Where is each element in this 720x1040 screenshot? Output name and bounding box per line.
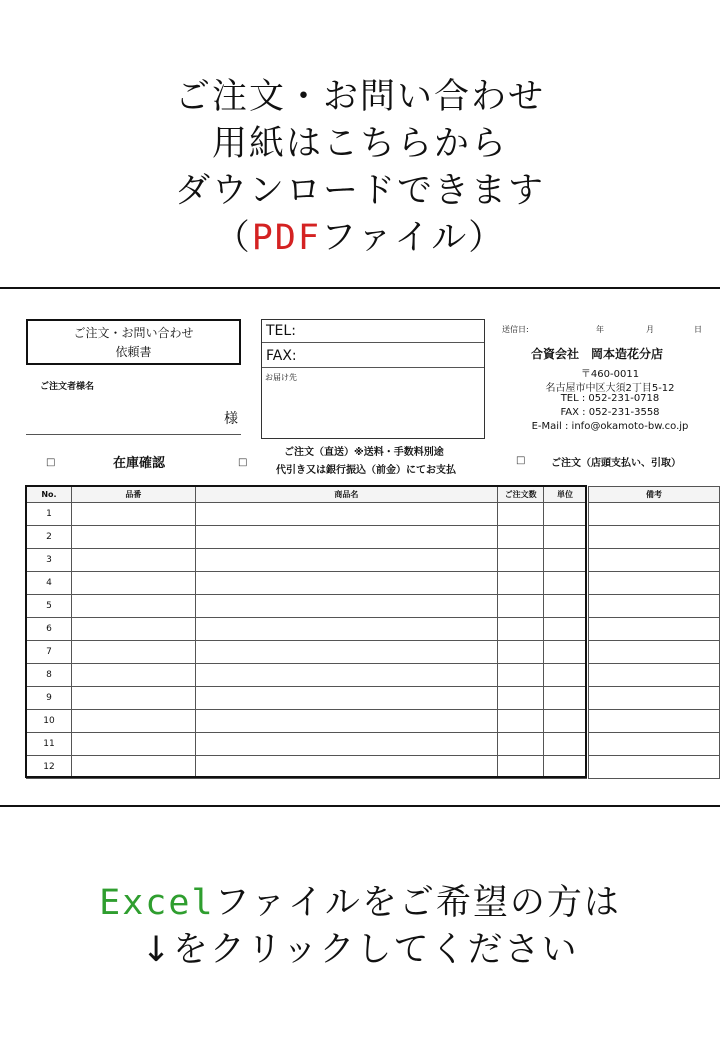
row-number: 11 xyxy=(27,733,72,756)
column-product-name: 商品名 xyxy=(195,487,497,503)
tel-label: TEL: xyxy=(266,323,296,339)
direct-order-check-box[interactable]: □ xyxy=(238,457,248,468)
memo-cell xyxy=(589,733,720,756)
quantity-cell xyxy=(498,756,544,779)
order-form-preview[interactable] xyxy=(0,287,720,807)
form-title-line-1: ご注文・お問い合わせ xyxy=(73,326,194,340)
product-name-cell xyxy=(195,710,497,733)
footer-line-1-text: ファイルをご希望の方は xyxy=(214,883,621,923)
table-row xyxy=(27,503,587,526)
table-row xyxy=(27,618,587,641)
memo-cell xyxy=(589,572,720,595)
item-code-cell xyxy=(71,641,195,664)
unit-cell xyxy=(544,687,587,710)
month-label: 月 xyxy=(646,325,654,334)
customer-name-line xyxy=(26,434,241,435)
row-number: 5 xyxy=(27,595,72,618)
quantity-cell xyxy=(498,595,544,618)
year-label: 年 xyxy=(596,325,604,334)
unit-cell xyxy=(544,710,587,733)
table-row xyxy=(27,526,587,549)
open-paren: （ xyxy=(214,218,252,258)
unit-cell xyxy=(544,503,587,526)
row-number: 9 xyxy=(27,687,72,710)
product-name-cell xyxy=(195,526,497,549)
tel-line xyxy=(262,342,484,343)
table-row xyxy=(27,710,587,733)
column-no: No. xyxy=(27,487,72,503)
memo-cell xyxy=(589,710,720,733)
address: 名古屋市中区大須2丁目5-12 xyxy=(545,383,675,394)
table-row xyxy=(27,549,587,572)
quantity-cell xyxy=(498,503,544,526)
customer-name-label: ご注文者様名 xyxy=(40,382,95,392)
direct-order-label-2: 代引き又は銀行振込（前金）にてお支払 xyxy=(276,465,456,476)
item-code-cell xyxy=(71,503,195,526)
fax-number: FAX : 052-231-3558 xyxy=(560,407,660,418)
memo-row xyxy=(589,503,720,526)
memo-row xyxy=(589,549,720,572)
memo-cell xyxy=(589,503,720,526)
fax-label: FAX: xyxy=(266,348,297,364)
row-number: 1 xyxy=(27,503,72,526)
excel-download-instruction xyxy=(0,880,720,974)
footer-line-2: ↓をクリックしてください xyxy=(141,930,579,970)
table-row xyxy=(27,664,587,687)
column-memo: 備考 xyxy=(589,487,720,503)
item-code-cell xyxy=(71,549,195,572)
heading-line-1: ご注文・お問い合わせ xyxy=(174,77,545,117)
row-number: 4 xyxy=(27,572,72,595)
footer-line-1 xyxy=(0,880,720,927)
quantity-cell xyxy=(498,710,544,733)
memo-row xyxy=(589,664,720,687)
item-code-cell xyxy=(71,756,195,779)
order-table-header xyxy=(27,487,587,503)
column-unit: 単位 xyxy=(544,487,587,503)
memo-cell xyxy=(589,618,720,641)
item-code-cell xyxy=(71,595,195,618)
product-name-cell xyxy=(195,503,497,526)
product-name-cell xyxy=(195,618,497,641)
unit-cell xyxy=(544,595,587,618)
day-label: 日 xyxy=(694,325,702,334)
memo-table xyxy=(588,486,720,779)
table-row xyxy=(27,572,587,595)
column-item-code: 品番 xyxy=(71,487,195,503)
product-name-cell xyxy=(195,756,497,779)
product-name-cell xyxy=(195,664,497,687)
product-name-cell xyxy=(195,572,497,595)
product-name-cell xyxy=(195,733,497,756)
memo-row xyxy=(589,641,720,664)
memo-cell xyxy=(589,756,720,779)
item-code-cell xyxy=(71,733,195,756)
delivery-label: お届け先 xyxy=(265,373,297,382)
memo-cell xyxy=(589,664,720,687)
memo-row xyxy=(589,756,720,779)
stock-check-label: 在庫確認 xyxy=(113,456,166,471)
row-number: 6 xyxy=(27,618,72,641)
memo-cell xyxy=(589,595,720,618)
direct-order-label-1: ご注文（直送）※送料・手数料別途 xyxy=(284,447,444,458)
item-code-cell xyxy=(71,664,195,687)
store-order-label: ご注文（店頭支払い、引取） xyxy=(551,458,681,469)
memo-cell xyxy=(589,526,720,549)
heading-line-4 xyxy=(0,215,720,262)
order-form xyxy=(0,289,720,805)
quantity-cell xyxy=(498,572,544,595)
order-table xyxy=(26,486,587,779)
memo-cell xyxy=(589,641,720,664)
product-name-cell xyxy=(195,549,497,572)
heading-line-3: ダウンロードできます xyxy=(174,171,545,211)
product-name-cell xyxy=(195,641,497,664)
quantity-cell xyxy=(498,549,544,572)
table-row xyxy=(27,756,587,779)
column-quantity: ご注文数 xyxy=(498,487,544,503)
memo-row xyxy=(589,687,720,710)
unit-cell xyxy=(544,733,587,756)
memo-row xyxy=(589,710,720,733)
heading-line-2: 用紙はこちらから xyxy=(211,124,508,164)
honorific-label: 様 xyxy=(224,411,238,427)
form-title-box xyxy=(26,319,241,365)
unit-cell xyxy=(544,549,587,572)
tel-number: TEL : 052-231-0718 xyxy=(560,393,660,404)
store-order-check-box[interactable]: □ xyxy=(516,455,526,466)
memo-row xyxy=(589,526,720,549)
memo-row xyxy=(589,595,720,618)
item-code-cell xyxy=(71,572,195,595)
item-code-cell xyxy=(71,710,195,733)
quantity-cell xyxy=(498,733,544,756)
row-number: 2 xyxy=(27,526,72,549)
fax-line xyxy=(262,367,484,368)
product-name-cell xyxy=(195,687,497,710)
table-row xyxy=(27,641,587,664)
unit-cell xyxy=(544,664,587,687)
excel-label: Excel xyxy=(99,883,215,923)
quantity-cell xyxy=(498,526,544,549)
company-name: 合資会社 岡本造花分店 xyxy=(531,347,664,361)
memo-row xyxy=(589,733,720,756)
item-code-cell xyxy=(71,687,195,710)
form-title-line-2: 依頼書 xyxy=(115,345,152,359)
download-heading xyxy=(0,74,720,262)
unit-cell xyxy=(544,526,587,549)
unit-cell xyxy=(544,756,587,779)
memo-cell xyxy=(589,549,720,572)
row-number: 3 xyxy=(27,549,72,572)
memo-row xyxy=(589,618,720,641)
row-number: 10 xyxy=(27,710,72,733)
email-address: E-Mail : info@okamoto-bw.co.jp xyxy=(531,421,689,432)
contact-box xyxy=(261,319,485,439)
quantity-cell xyxy=(498,687,544,710)
unit-cell xyxy=(544,572,587,595)
send-date-label: 送信日: xyxy=(502,325,529,334)
stock-check-box[interactable]: □ xyxy=(46,457,56,468)
memo-cell xyxy=(589,687,720,710)
quantity-cell xyxy=(498,664,544,687)
item-code-cell xyxy=(71,618,195,641)
table-row xyxy=(27,595,587,618)
row-number: 7 xyxy=(27,641,72,664)
item-code-cell xyxy=(71,526,195,549)
unit-cell xyxy=(544,641,587,664)
quantity-cell xyxy=(498,641,544,664)
table-row xyxy=(27,687,587,710)
memo-row xyxy=(589,572,720,595)
product-name-cell xyxy=(195,595,497,618)
row-number: 12 xyxy=(27,756,72,779)
unit-cell xyxy=(544,618,587,641)
file-paren: ファイル） xyxy=(320,218,506,258)
row-number: 8 xyxy=(27,664,72,687)
pdf-label: PDF xyxy=(251,218,321,258)
quantity-cell xyxy=(498,618,544,641)
table-row xyxy=(27,733,587,756)
postal-code: 〒460-0011 xyxy=(580,369,640,380)
